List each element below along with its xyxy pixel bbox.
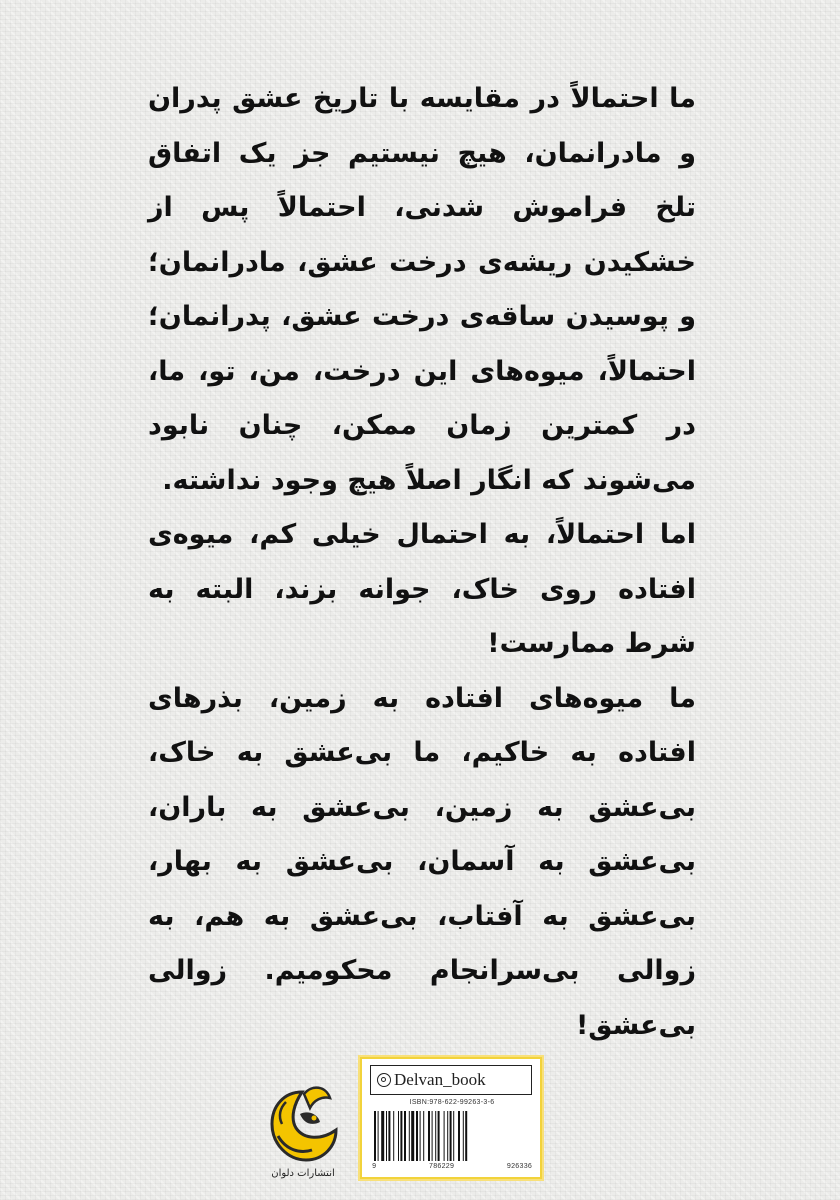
barcode-stripe	[435, 1111, 436, 1161]
barcode-stripe	[458, 1111, 460, 1161]
paragraph-2: اما احتمالاً، به احتمال خیلی کم، میوه‌ی افتاده روی خاک، جوانه بزند، البته به شرط ممارست!	[148, 519, 696, 659]
barcode-stripe	[416, 1111, 418, 1161]
barcode-bars	[372, 1111, 532, 1161]
barcode-stripe	[381, 1111, 384, 1161]
social-handle	[370, 1065, 532, 1095]
barcode-stripe	[378, 1111, 379, 1161]
barcode-stripe	[400, 1111, 402, 1161]
barcode-stripe	[411, 1111, 414, 1161]
barcode-stripe	[453, 1111, 454, 1161]
publisher-name: انتشارات دلوان	[271, 1168, 335, 1179]
barcode-stripe	[465, 1111, 467, 1161]
barcode-stripe	[444, 1111, 445, 1161]
barcode-stripe	[409, 1111, 410, 1161]
barcode-stripe	[438, 1111, 440, 1161]
paragraph-3: ما میوه‌های افتاده به زمین، بذرهای افتاده به خاکیم، ما بی‌عشق به خاک، بی‌عشق به زمین، بی‌عشق به باران، بی‌عشق به آسمان، بی‌عشق به بهار، بی‌عشق به آفتاب، بی‌عشق به هم، به زوالی بی‌سرانجام محکومیم. زوالی بی‌عشق!	[148, 682, 696, 1041]
social-handle-text: Delvan_book	[394, 1070, 486, 1089]
barcode-stripe	[423, 1111, 424, 1161]
barcode-stripe	[450, 1111, 452, 1161]
barcode-stripe	[393, 1111, 394, 1161]
barcode-stripe	[388, 1111, 390, 1161]
barcode-digit-group: 9	[372, 1163, 377, 1171]
barcode-digit-group: 926336	[506, 1163, 532, 1171]
barcode-stripe	[432, 1111, 433, 1161]
barcode-stripe	[463, 1111, 464, 1161]
barcode-stripe	[404, 1111, 406, 1161]
barcode-stripe	[398, 1111, 399, 1161]
paragraph-1: ما احتمالاً در مقایسه با تاریخ عشق پدران و مادرانمان، هیچ نیستیم جز یک اتفاق تلخ فراموش شدنی، احتمالاً پس از خشکیدن ریشه‌ی درخت عشق، مادرانمان؛ و پوسیدن ساقه‌ی درخت عشق، پدرانمان؛ احتمالاً، میوه‌های این درخت، من، تو، ما، در کمترین زمان ممکن، چنان نابود می‌شوند که انگار اصلاً هیچ وجود نداشته.	[148, 83, 696, 496]
barcode-stripe	[374, 1111, 376, 1161]
barcode-digits	[372, 1163, 532, 1171]
barcode-label	[360, 1057, 542, 1179]
back-cover-text	[148, 72, 696, 1053]
barcode-stripe	[420, 1111, 421, 1161]
barcode-digit-group: 786229	[428, 1163, 455, 1171]
barcode-stripe	[386, 1111, 387, 1161]
isbn-number: ISBN:978-622-99263-3-6	[409, 1099, 495, 1106]
barcode-stripe	[447, 1111, 448, 1161]
barcode-stripe	[428, 1111, 430, 1161]
at-sign-icon	[377, 1073, 391, 1087]
